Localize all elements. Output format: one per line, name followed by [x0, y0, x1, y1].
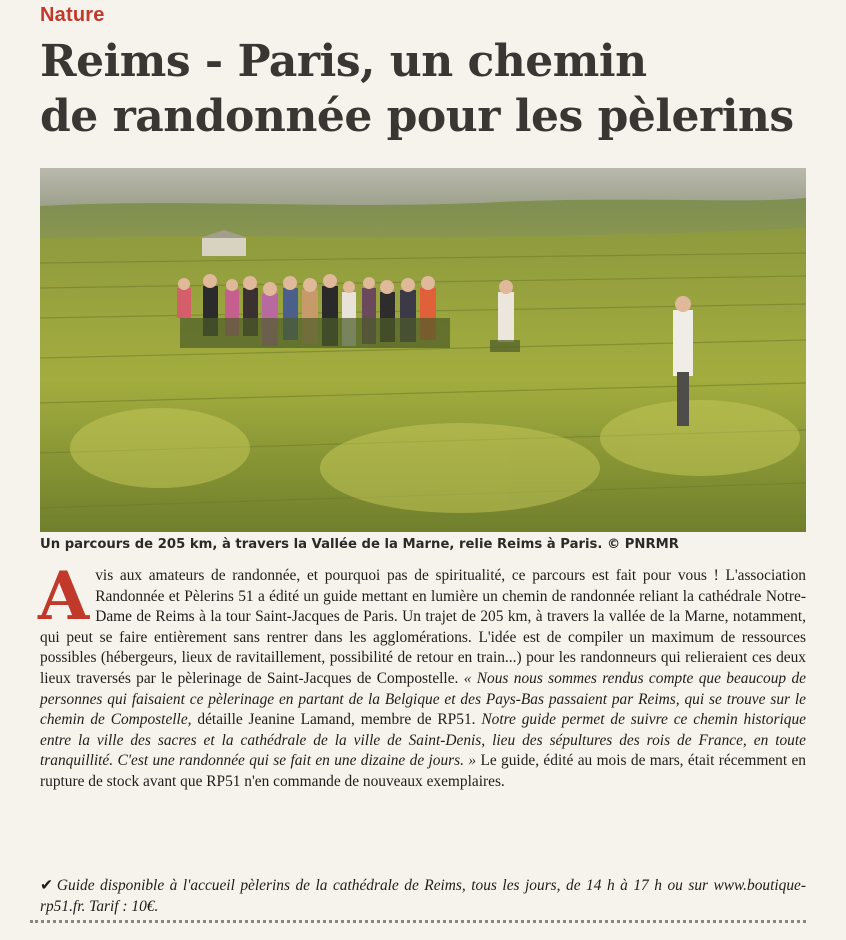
check-icon: ✔	[40, 877, 53, 894]
quote-attribution: détaille Jeanine Lamand, membre de RP51.	[197, 711, 476, 729]
article-paragraph-end: Le guide, édité au mois de mars, était récemment en rupture de stock avant que RP51 n'en commande de nouveaux exemplaires.	[40, 752, 806, 790]
practical-info-text: Guide disponible à l'accueil pèlerins de la cathédrale de Reims, tous les jours, de 14 h à 17 h ou sur www.boutique-rp51.fr. Tarif : 10€.	[40, 877, 806, 915]
article-photo	[40, 168, 806, 532]
practical-info	[40, 876, 806, 917]
page-title	[40, 34, 820, 144]
headline-line-2: de randonnée pour les pèlerins	[40, 91, 794, 142]
article-quote: « Nous nous sommes rendus compte que beaucoup de personnes qui faisaient ce pèlerinage en partant de la Belgique et des Pays-Bas passaient par Reims, qui se trouve sur le chemin de Compostelle,	[40, 669, 806, 729]
headline-line-1: Reims - Paris, un chemin	[40, 36, 647, 87]
article-body	[38, 557, 806, 793]
drop-cap: A	[38, 557, 90, 635]
section-label: Nature	[40, 4, 105, 26]
article-paragraph: vis aux amateurs de randonnée, et pourquoi pas de spiritualité, ce parcours est fait pour vous ! L'association Randonnée et Pèlerins 51 a édité un guide mettant en lumière un chemin de randonnée reliant la cathédrale Notre-Dame de Reims à la tour Saint-Jacques de Paris. Un trajet de 205 km, à travers la vallée de la Marne, notamment, qui peut se faire entièrement sans rentrer dans les agglomérations. L'idée est de compiler un maximum de ressources possibles (hébergeurs, lieux de ravitaillement, possibilité de retour en train...) pour les randonneurs qui relieraient ces deux lieux traversés par le pèlerinage de Saint-Jacques de Compostelle.	[40, 567, 806, 687]
dotted-divider	[30, 920, 806, 923]
article-quote-continued: Notre guide permet de suivre ce chemin historique entre la ville des sacres et la cathédrale de la ville de Saint-Denis, lieu des sépultures des rois de France, en toute tranquillité. C'est une randonnée qui se fait en une dizaine de jours. »	[40, 711, 806, 770]
photo-caption: Un parcours de 205 km, à travers la Vallée de la Marne, relie Reims à Paris. © PNRMR	[40, 537, 679, 552]
